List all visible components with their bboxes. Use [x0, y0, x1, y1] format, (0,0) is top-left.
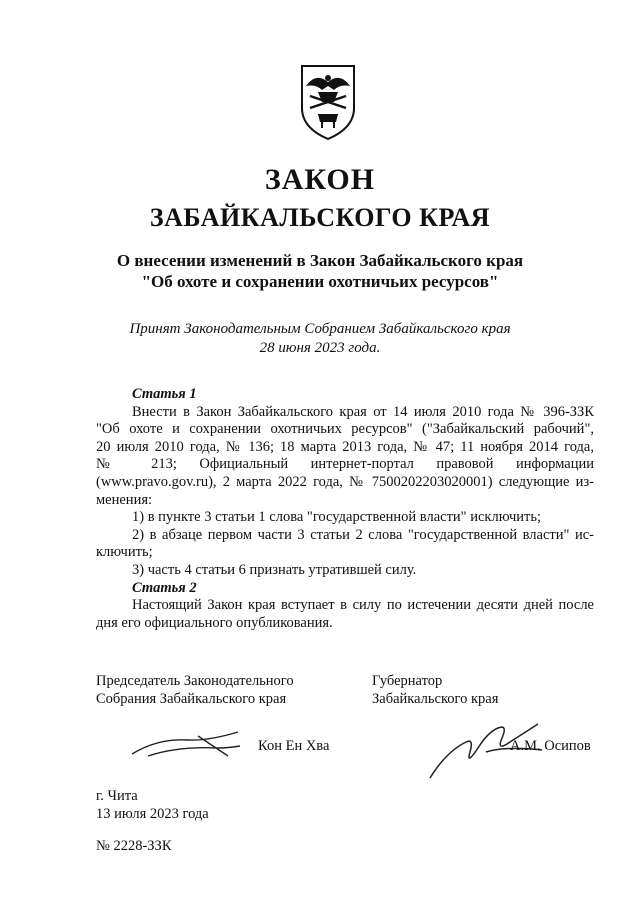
article-1-item-2-continued: ключить;	[96, 544, 153, 561]
chairman-title	[96, 672, 294, 708]
article-1-text-line: "Об охоте и сохранении охотничьих ресурсов" ("Забайкальский рабочий",	[96, 421, 594, 438]
place-and-date	[96, 787, 209, 823]
chairman-name: Кон Ен Хва	[258, 738, 330, 754]
adoption-note-line-1: Принят Законодательным Собранием Забайкальского края	[129, 321, 511, 337]
article-2-text-line: дня его официального опубликования.	[96, 614, 333, 631]
adoption-date: 28 июня 2023 года.	[259, 340, 381, 356]
governor-title-line-2: Забайкальского края	[372, 691, 499, 707]
law-number: № 2228-ЗЗК	[96, 838, 172, 854]
article-1-item-2: 2) в абзаце первом части 3 статьи 2 слова "государственной власти" ис-	[132, 526, 594, 543]
law-subject	[0, 250, 640, 292]
governor-title-line-1: Губернатор	[372, 673, 443, 689]
article-1-text-line: (www.pravo.gov.ru), 2 марта 2022 года, № 7500202203020001) следующие из-	[96, 473, 594, 490]
coat-of-arms-icon	[296, 62, 360, 142]
article-1-heading: Статья 1	[132, 386, 197, 402]
governor-title	[372, 672, 498, 708]
article-1-text-line: 20 июля 2010 года, № 136; 18 марта 2013 года, № 47; 11 ноября 2014 года,	[96, 438, 594, 455]
law-subject-line-2: "Об охоте и сохранении охотничьих ресурсов"	[141, 272, 499, 291]
adoption-note	[0, 320, 640, 358]
article-2-heading: Статья 2	[132, 579, 197, 596]
chairman-title-line-1: Председатель Законодательного	[96, 673, 294, 689]
document-title: ЗАКОН	[264, 163, 376, 196]
chairman-title-line-2: Собрания Забайкальского края	[96, 691, 287, 707]
article-2-text-line: Настоящий Закон края вступает в силу по истечении десяти дней после	[132, 597, 594, 614]
document-subtitle: ЗАБАЙКАЛЬСКОГО КРАЯ	[149, 203, 491, 232]
chairman-signature	[128, 726, 248, 766]
law-subject-line-1: О внесении изменений в Закон Забайкальского края	[116, 251, 524, 270]
governor-name: А.М. Осипов	[510, 738, 591, 754]
signing-city: г. Чита	[96, 788, 138, 804]
article-1-text-line: менения:	[96, 491, 153, 508]
article-1-text-line: № 213; Официальный интернет-портал правовой информации	[96, 456, 594, 473]
article-1-item-3: 3) часть 4 статьи 6 признать утратившей силу.	[132, 561, 417, 578]
article-1-text-line: Внести в Закон Забайкальского края от 14 июля 2010 года № 396-ЗЗК	[132, 403, 594, 420]
law-body	[96, 386, 594, 632]
article-1-item-1: 1) в пункте 3 статьи 1 слова "государственной власти" исключить;	[132, 509, 542, 526]
signing-date: 13 июля 2023 года	[96, 806, 209, 822]
